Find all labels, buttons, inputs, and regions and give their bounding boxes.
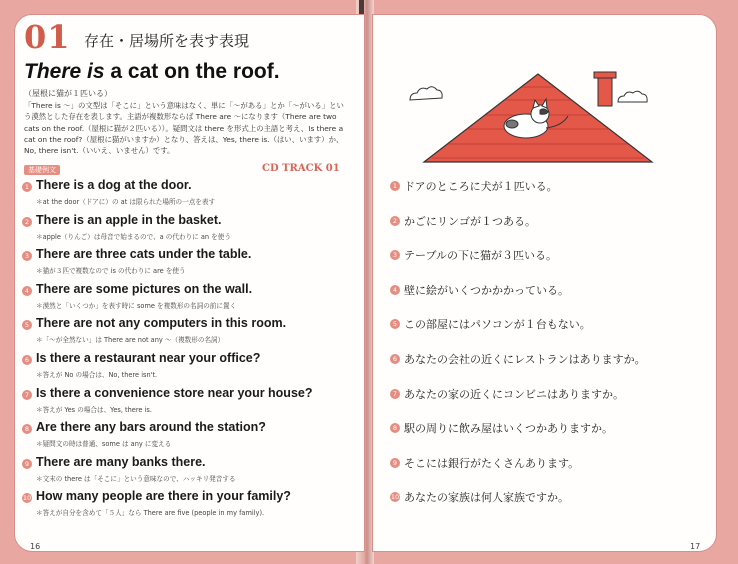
japanese-translation: かごにリンゴが１つある。 [404, 214, 536, 228]
japanese-translation: 駅の周りに飲み屋はいくつかありますか。 [404, 422, 613, 436]
japanese-translation: そこには銀行がたくさんあります。 [404, 456, 580, 470]
main-example-sentence [24, 60, 280, 84]
english-sentence: There is an apple in the basket. [36, 212, 222, 227]
sentence-number: 2 [22, 217, 32, 227]
title-rest: a cat on the roof. [104, 60, 280, 83]
sentence-number: 4 [22, 286, 32, 296]
translation-item [390, 420, 690, 455]
example-sentence [22, 316, 352, 351]
english-sentence: There are some pictures on the wall. [36, 281, 253, 296]
sentence-number: 8 [390, 423, 400, 433]
cloud-icon [410, 87, 442, 100]
sentence-note: ＊答えが自分を含めて「５人」なら There are five (people in my family). [36, 509, 265, 518]
example-sentence [22, 178, 352, 213]
grammar-explanation: 「There is ～」の文型は「そこに」という意味はなく、単に「～がある」とか「～がいる」という漠然とした存在を表します。主語が複数形ならば There are ～になります（There are two cats on the roof.（屋根に猫が２匹いる））。疑問文は there を形式上の主語と考え、Is there a cat on the roof?（屋根に猫がいますか）となり、答えは、Yes, there is.（はい、います）か、No, there isn't.（いいえ、いません）です。 [24, 101, 344, 156]
translation-item [390, 489, 690, 524]
sentence-number: 9 [22, 459, 32, 469]
cat-on-roof-illustration [404, 66, 664, 174]
english-sentence: Is there a restaurant near your office? [36, 350, 261, 365]
sentence-number: 7 [22, 390, 32, 400]
sentence-number: 4 [390, 285, 400, 295]
japanese-translation: あなたの会社の近くにレストランはありますか。 [404, 352, 646, 366]
sentence-note: ＊at the door（ドアに）の at は限られた場所の一点を表す [36, 198, 216, 206]
sentence-note: ＊答えが Yes の場合は、Yes, there is. [36, 405, 152, 414]
example-sentence [22, 351, 352, 386]
lesson-title: 存在・居場所を表す表現 [84, 32, 250, 50]
translation-item [390, 213, 690, 248]
japanese-translation: この部屋にはパソコンが１台もない。 [404, 318, 591, 332]
page-number-right: 17 [690, 542, 701, 551]
example-sentence [22, 420, 352, 455]
sentence-number: 7 [390, 389, 400, 399]
sentence-number: 8 [22, 424, 32, 434]
sentence-number: 10 [390, 493, 400, 502]
sentence-number: 3 [390, 250, 400, 260]
english-sentence: Is there a convenience store near your house? [36, 385, 313, 400]
page-number-left: 16 [30, 542, 41, 551]
cloud-icon [618, 91, 647, 102]
cd-track-label: CD TRACK 01 [262, 163, 340, 174]
sentence-number: 6 [22, 355, 32, 365]
english-sentence: There is a dog at the door. [36, 178, 192, 192]
sentence-note: ＊「～が全然ない」は There are not any ～（複数形の名詞） [36, 336, 225, 345]
translation-item [390, 455, 690, 490]
title-translation: （屋根に猫が１匹いる） [24, 89, 112, 98]
english-sentence: How many people are there in your family? [36, 489, 291, 504]
sentence-note: ＊漠然と「いくつか」を表す時に some を複数形の名詞の前に置く [36, 301, 237, 310]
translation-item [390, 178, 690, 213]
translation-item [390, 316, 690, 351]
translation-item [390, 386, 690, 421]
english-sentence: Are there any bars around the station? [36, 420, 266, 435]
sentence-number: 9 [390, 458, 400, 468]
sentence-number: 5 [22, 320, 32, 330]
sentence-note: ＊文末の there は「そこに」という意味なので、ハッキリ発音する [36, 474, 236, 483]
japanese-translation: あなたの家の近くにコンビニはありますか。 [404, 387, 624, 401]
sentence-note: ＊疑問文の時は普通、some は any に変える [36, 440, 172, 449]
example-sentence [22, 213, 352, 248]
example-sentence [22, 247, 352, 282]
example-sentence [22, 455, 352, 490]
japanese-translation: テーブルの下に猫が３匹いる。 [404, 249, 558, 263]
sentence-number: 5 [390, 319, 400, 329]
lesson-number: 01 [24, 18, 71, 56]
translation-item [390, 247, 690, 282]
chimney-icon [598, 76, 612, 106]
title-emphasis: There is [24, 60, 105, 83]
english-sentence: There are many banks there. [36, 454, 206, 469]
english-sentence: There are not any computers in this room. [36, 316, 287, 331]
japanese-translation: ドアのところに犬が１匹いる。 [404, 180, 558, 193]
translation-item [390, 351, 690, 386]
sentence-number: 1 [390, 181, 400, 191]
translation-list [390, 178, 690, 524]
translation-item [390, 282, 690, 317]
example-sentence [22, 282, 352, 317]
sentence-note: ＊猫が３匹で複数なので is の代わりに are を使う [36, 267, 186, 276]
japanese-translation: 壁に絵がいくつかかかっている。 [404, 283, 569, 297]
sentence-note: ＊答えが No の場合は、No, there isn't. [36, 370, 158, 379]
japanese-translation: あなたの家族は何人家族ですか。 [404, 491, 569, 505]
sentence-number: 10 [22, 494, 32, 503]
example-sentence [22, 386, 352, 421]
sentence-number: 3 [22, 251, 32, 261]
english-sentence: There are three cats under the table. [36, 247, 252, 262]
example-sentence [22, 489, 352, 524]
sentence-number: 2 [390, 216, 400, 226]
example-sentence-list [22, 178, 352, 524]
sentence-note: ＊apple（りんご）は母音で始まるので、a の代わりに an を使う [36, 232, 231, 241]
section-label: 基礎例文 [24, 165, 60, 175]
sentence-number: 6 [390, 354, 400, 364]
sentence-number: 1 [22, 182, 32, 192]
